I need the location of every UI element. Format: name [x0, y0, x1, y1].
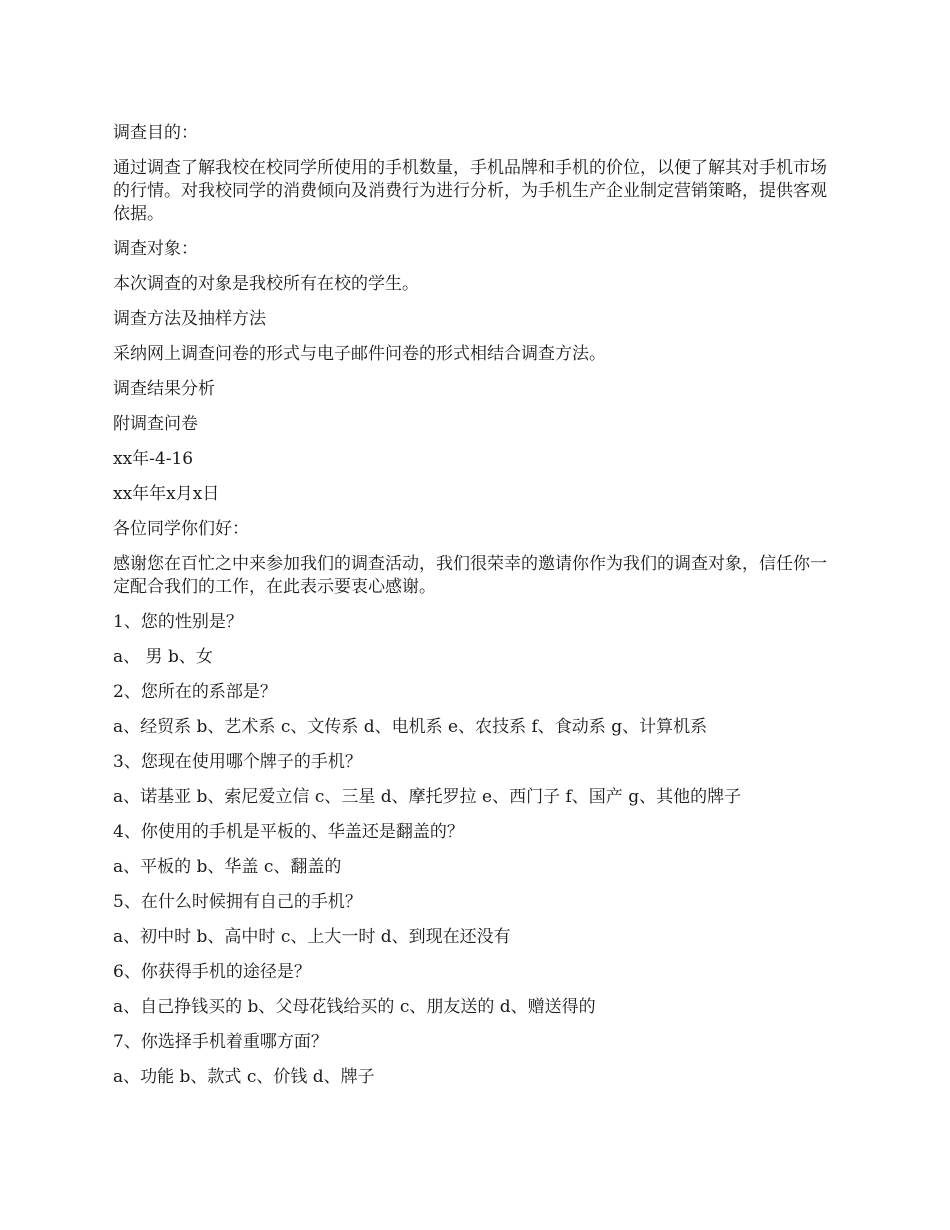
- question-4: 4、你使用的手机是平板的、华盖还是翻盖的？: [113, 822, 464, 842]
- question-5-options: a、初中时 b、高中时 c、上大一时 d、到现在还没有: [113, 927, 511, 947]
- question-1-options: a、 男 b、女: [113, 647, 213, 667]
- heading-purpose: 调查目的：: [113, 123, 198, 143]
- heading-questionnaire: 附调查问卷: [113, 414, 198, 434]
- paragraph-subject-text: 本次调查的对象是我校所有在校的学生。: [113, 274, 419, 294]
- question-3-options: a、诺基亚 b、索尼爱立信 c、三星 d、摩托罗拉 e、西门子 f、国产 g、其他的牌子: [113, 787, 742, 807]
- paragraph-thanks: 感谢您在百忙之中来参加我们的调查活动，我们很荣幸的邀请你作为我们的调查对象，信任你一定配合我们的工作，在此表示要衷心感谢。: [113, 554, 827, 597]
- date-placeholder-line: xx年年x月x日: [113, 484, 220, 504]
- heading-results: 调查结果分析: [113, 379, 215, 399]
- question-7: 7、你选择手机着重哪方面？: [113, 1032, 328, 1052]
- question-3: 3、您现在使用哪个牌子的手机？: [113, 752, 362, 772]
- question-5: 5、在什么时候拥有自己的手机？: [113, 892, 362, 912]
- date-line: xx年-4-16: [113, 449, 194, 469]
- greeting: 各位同学你们好：: [113, 519, 249, 539]
- question-6: 6、你获得手机的途径是？: [113, 962, 311, 982]
- question-7-options: a、功能 b、款式 c、价钱 d、牌子: [113, 1067, 375, 1087]
- question-4-options: a、平板的 b、华盖 c、翻盖的: [113, 857, 342, 877]
- paragraph-method-text: 采纳网上调查问卷的形式与电子邮件问卷的形式相结合调查方法。: [113, 344, 606, 364]
- heading-method: 调查方法及抽样方法: [113, 309, 266, 329]
- heading-subject: 调查对象：: [113, 239, 198, 259]
- paragraph-purpose-text: 通过调查了解我校在校同学所使用的手机数量，手机品牌和手机的价位，以便了解其对手机市场的行情。对我校同学的消费倾向及消费行为进行分析，为手机生产企业制定营销策略，提供客观依据。: [113, 158, 827, 224]
- question-2-options: a、经贸系 b、艺术系 c、文传系 d、电机系 e、农技系 f、食动系 g、计算机系: [113, 717, 708, 737]
- question-6-options: a、自己挣钱买的 b、父母花钱给买的 c、朋友送的 d、赠送得的: [113, 997, 596, 1017]
- question-1: 1、您的性别是？: [113, 612, 243, 632]
- document-page: [113, 122, 843, 1101]
- question-2: 2、您所在的系部是？: [113, 682, 277, 702]
